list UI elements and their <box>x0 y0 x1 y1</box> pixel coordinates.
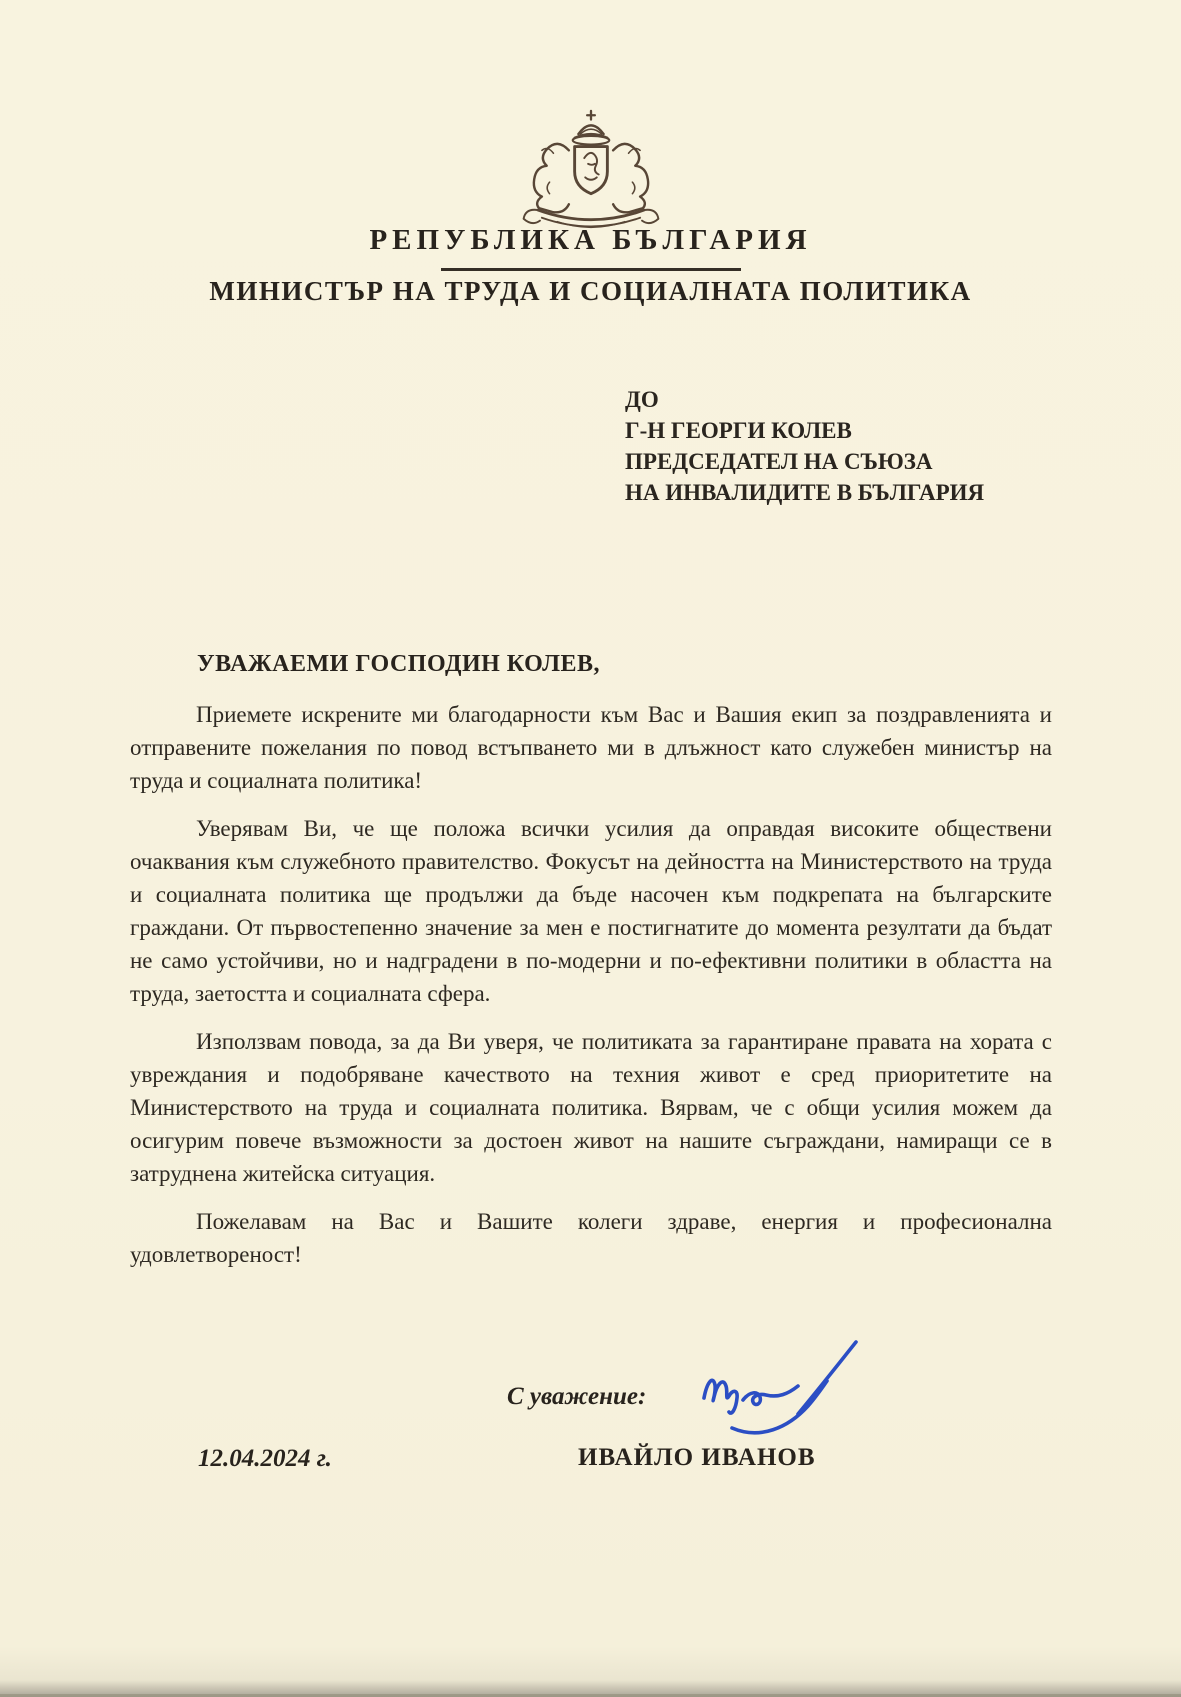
paragraph-wishes: Пожелавам на Вас и Вашите колеги здраве, енергия и професионална удовлетвореност! <box>130 1209 1052 1267</box>
paragraph-assurance: Уверявам Ви, че ще положа всички усилия да оправдая високите обществени очаквания към служебното правителство. Фокусът на дейността на Министерството на труда и социалната политика ще продължи да бъде насочен към подкрепата на българските граждани. От първостепенно значение за мен е постигнатите до момента резултати да бъдат не само устойчиви, но и надградени в по-модерни и по-ефективни политики в областта на труда, заетостта и социалната сфера. <box>130 816 1052 1006</box>
recipient-line-name: Г-Н ГЕОРГИ КОЛЕВ <box>625 418 852 443</box>
paragraph-disability-policy: Използвам повода, за да Ви уверя, че политиката за гарантиране правата на хората с увреждания и подобряване качеството на техния живот е сред приоритетите на Министерството на труда и социалната политика. Вярвам, че с общи усилия можем да осигурим повече възможности за достоен живот на нашите съграждани, намиращи се в затруднена житейска ситуация. <box>130 1029 1052 1186</box>
letterhead-divider <box>441 268 741 271</box>
recipient-block <box>625 384 984 508</box>
paragraph-thanks: Приемете искрените ми благодарности към Вас и Вашия екип за поздравленията и отправените пожелания по повод встъпването ми в длъжност като служебен министър на труда и социалната политика! <box>130 702 1052 793</box>
signatory-name: ИВАЙЛО ИВАНОВ <box>578 1444 816 1471</box>
handwritten-signature <box>688 1334 868 1446</box>
recipient-line-organization: НА ИНВАЛИДИТЕ В БЪЛГАРИЯ <box>625 480 985 505</box>
letter-date: 12.04.2024 г. <box>198 1445 332 1472</box>
recipient-line-title: ПРЕДСЕДАТЕЛ НА СЪЮЗА <box>625 449 933 474</box>
valediction: С уважение: <box>507 1383 647 1410</box>
salutation: УВАЖАЕМИ ГОСПОДИН КОЛЕВ, <box>197 651 600 677</box>
ministry-title: МИНИСТЪР НА ТРУДА И СОЦИАЛНАТА ПОЛИТИКА <box>209 276 972 306</box>
letter-body <box>130 698 1052 1286</box>
coat-of-arms-icon <box>499 108 683 238</box>
republic-title: РЕПУБЛИКА БЪЛГАРИЯ <box>369 224 812 256</box>
recipient-line-to: ДО <box>625 387 659 412</box>
